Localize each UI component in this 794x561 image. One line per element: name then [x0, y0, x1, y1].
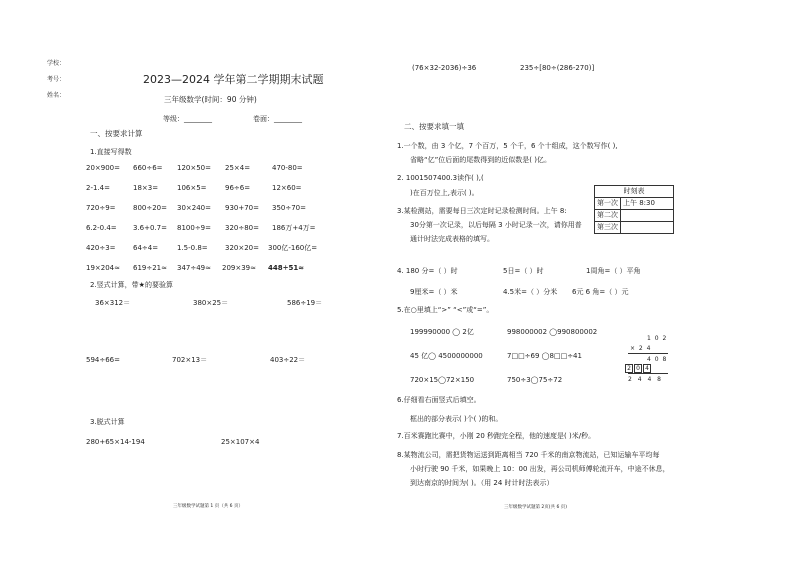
boxed-digit: 4	[643, 364, 651, 373]
q4-item: 4. 180 分=（ ）时	[397, 267, 458, 275]
mixed-calc-item: (76×32-2036)÷36	[412, 64, 477, 72]
compare-item: 45 亿◯ 4500000000	[410, 352, 483, 360]
q2-line1: 2. 1001507400.3读作( ),(	[397, 174, 484, 182]
table-cell: 第一次	[595, 198, 621, 210]
q3-line1: 3.某检测站，需要每日三次定时记录检测时间。上午 8:	[397, 207, 567, 215]
oral-item: 320÷80=	[225, 224, 259, 232]
vertical-calc-item: 586÷19＝	[287, 299, 323, 307]
answer-cell[interactable]	[621, 222, 674, 234]
oral-item: 20×900=	[86, 164, 120, 172]
paper-score-field[interactable]: 卷面：________	[253, 115, 302, 123]
mixed-calc-item: 280+65×14-194	[86, 438, 145, 446]
q2-line2: )在百万位上,表示( )。	[410, 189, 479, 197]
vertical-calc-item: 403÷22＝	[270, 356, 306, 364]
oral-item: 25×4=	[225, 164, 251, 172]
oral-item: 320×20=	[225, 244, 259, 252]
table-cell: 上午 8:30	[621, 198, 674, 210]
table-cell: 第二次	[595, 210, 621, 222]
oral-item: 30×240=	[177, 204, 211, 212]
mixed-calc-item: 25×107×4	[221, 438, 260, 446]
vertical-row: 4 0 8	[647, 356, 668, 363]
school-label: 学校：	[47, 60, 66, 67]
vertical-row: × 2 4	[630, 345, 652, 352]
oral-item: 18×3=	[133, 184, 159, 192]
oral-item: 930+70=	[225, 204, 259, 212]
divider-line	[628, 353, 668, 354]
q6-line2: 框出的部分表示( )个( )的和。	[410, 415, 503, 423]
oral-item: 64÷4=	[133, 244, 159, 252]
q8-line2: 小时行驶 90 千米，如果晚上 10：00 出发，再公司机师傅轮流开车，中途不休息，	[410, 465, 670, 473]
section1-heading: 一、按要求计算	[90, 129, 143, 138]
compare-item: 720×15◯72×150	[410, 376, 475, 384]
boxed-row	[625, 364, 652, 373]
oral-item: 1.5-0.8=	[177, 244, 208, 252]
table-cell: 第三次	[595, 222, 621, 234]
table-row	[595, 210, 674, 222]
boxed-digit: 0	[634, 364, 642, 373]
q6-title: 6.仔细看右面竖式后填空。	[397, 396, 481, 404]
vertical-calc-item: 594÷66=	[86, 356, 120, 364]
time-table-title: 时刻表	[595, 186, 674, 198]
oral-item: 12×60=	[272, 184, 302, 192]
oral-item: 347÷49≈	[177, 264, 211, 272]
q2-title: 2.竖式计算，带★的要验算	[90, 281, 173, 289]
oral-item: 2-1.4=	[86, 184, 110, 192]
exam-subtitle: 三年级数学(时间：90 分钟)	[164, 95, 257, 104]
q1-title: 1.直接写得数	[90, 148, 132, 156]
boxed-digit: 2	[625, 364, 633, 373]
q8-line1: 8.某物流公司，需把货物运送到距离相当 720 千米的南京物流站，已知运输车平均每	[397, 451, 660, 459]
divider-line	[628, 373, 668, 374]
oral-item: 19×204≈	[86, 264, 120, 272]
oral-item: 350÷70=	[272, 204, 306, 212]
section2-heading: 二、按要求填一填	[404, 122, 464, 131]
compare-item: 998000002 ◯990800002	[507, 328, 598, 336]
oral-item: 720÷9=	[86, 204, 116, 212]
q3-line3: 通计时法完成表格的填写。	[410, 235, 494, 243]
q8-line3: 到达南京的时间为( )。（用 24 时计时法表示）	[410, 479, 554, 487]
q5-title: 5.在○里填上“>” “<”或“=”。	[397, 306, 494, 314]
oral-item: 448÷51≈	[268, 264, 305, 272]
vertical-row: 1 0 2	[647, 335, 668, 342]
q4-item: 4.5米=（ ）分米	[503, 288, 558, 296]
oral-item: 660÷6=	[133, 164, 163, 172]
q3-title: 3.脱式计算	[90, 418, 125, 426]
vertical-calc-item: 702×13＝	[172, 356, 208, 364]
oral-item: 800÷20=	[133, 204, 167, 212]
vertical-calc-item: 36×312＝	[95, 299, 131, 307]
oral-item: 8100÷9=	[177, 224, 211, 232]
answer-cell[interactable]	[621, 210, 674, 222]
exam-number-label: 考号：	[47, 76, 66, 83]
q3-line2: 30分第一次记录，以后每隔 3 小时记录一次，请你用普	[410, 221, 582, 229]
oral-item: 420÷3=	[86, 244, 116, 252]
oral-item: 470-80=	[272, 164, 303, 172]
oral-item: 186万+4万=	[272, 224, 316, 232]
name-label: 姓名：	[47, 92, 66, 99]
vertical-row: 2 4 4 8	[628, 376, 663, 383]
oral-item: 619÷21≈	[133, 264, 167, 272]
exam-title: 2023—2024 学年第二学期期末试题	[143, 73, 324, 86]
oral-item: 6.2-0.4=	[86, 224, 117, 232]
oral-item: 3.6+0.7=	[133, 224, 167, 232]
time-table	[594, 185, 674, 234]
q4-item: 5日=（ ）时	[503, 267, 544, 275]
page-footer-right: 三年级数学试题第 2页(共 6 页)	[504, 505, 568, 510]
q1-line1: 1.一个数，由 3 个亿，7 个百万，5 个千，6 个十组成，这个数写作( ),	[397, 142, 618, 150]
table-row	[595, 222, 674, 234]
compare-item: 750÷3◯75÷72	[507, 376, 563, 384]
page-footer-left: 三年级数学试题第 1 页（共 6 页）	[173, 504, 243, 509]
q4-item: 6元 6 角=（ ）元	[572, 288, 629, 296]
oral-item: 209×39≈	[222, 264, 256, 272]
vertical-calc-item: 380×25＝	[193, 299, 229, 307]
q1-line2: 省略“亿”位后面的尾数得到的近似数是( )亿。	[410, 156, 551, 164]
q4-item: 9厘米=（ ）米	[410, 288, 458, 296]
q4-item: 1周角=（ ）平角	[586, 267, 641, 275]
oral-item: 96÷6=	[225, 184, 251, 192]
table-row	[595, 198, 674, 210]
compare-item: 199990000 ◯ 2亿	[410, 328, 474, 336]
q7: 7.百米赛跑比赛中，小刚 20 秒跑完全程，他的速度是( )米/秒。	[397, 432, 596, 440]
oral-item: 106×5=	[177, 184, 207, 192]
grade-field[interactable]: 等级：________	[163, 115, 212, 123]
compare-item: 7□□÷69 ◯8□□÷41	[507, 352, 582, 360]
mixed-calc-item: 235÷[80÷(286-270)]	[520, 64, 595, 72]
oral-item: 120×50=	[177, 164, 211, 172]
oral-item: 300亿-160亿=	[268, 244, 318, 252]
